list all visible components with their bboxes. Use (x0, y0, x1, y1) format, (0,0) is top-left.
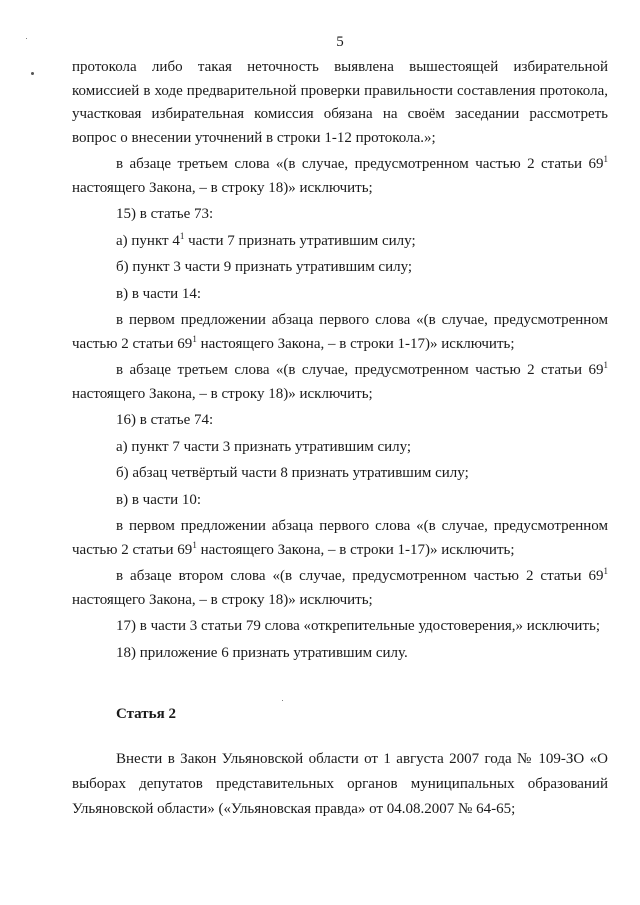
superscript: 1 (603, 566, 608, 576)
paragraph-part-10-first-sentence (72, 515, 608, 562)
text-part: в абзаце третьем слова «(в случае, предусмотренном частью 2 статьи 69 (116, 362, 604, 378)
text-part: настоящего Закона, – в строку 18)» исключить; (72, 179, 373, 196)
text-part: части 7 признать утратившим силу; (184, 232, 416, 249)
list-item-15b: б) пункт 3 части 9 признать утратившим силу; (116, 259, 413, 275)
text-part: настоящего Закона, – в строку 18)» исключить; (72, 591, 373, 608)
paragraph-part-14-third-paragraph (72, 359, 608, 406)
paragraph-part-14-first-sentence (72, 309, 608, 356)
text-part: в первом предложении абзаца первого слова «(в случае, предусмотренном частью 2 статьи 69 (72, 518, 608, 558)
superscript: 1 (192, 333, 197, 344)
list-item-18: 18) приложение 6 признать утратившим силу. (116, 644, 408, 661)
document-body (72, 56, 608, 822)
list-item-17: 17) в части 3 статьи 79 слова «открепительные удостоверения,» исключить; (116, 618, 601, 634)
text-part: в абзаце втором слова «(в случае, предусмотренном частью 2 статьи 69 (116, 568, 604, 584)
list-item-16: 16) в статье 74: (116, 412, 214, 428)
list-item-16c: в) в части 10: (116, 491, 202, 508)
article-heading: Статья 2 (116, 706, 176, 722)
list-item-16b: б) абзац четвёртый части 8 признать утратившим силу; (116, 465, 469, 481)
superscript: 1 (603, 360, 608, 370)
paragraph-article-2-body: Внести в Закон Ульяновской области от 1 августа 2007 года № 109-ЗО «О выборах депутатов представительных органов муниципальных образований Ульяновской области» («Ульяновская правда» от 04.08.2007 № 64-65; (72, 750, 608, 817)
paragraph-protocol-continuation: протокола либо такая неточность выявлена вышестоящей избирательной комиссией в ходе предварительной проверки правильности составления протокола, участковая избирательная комиссия обязана на своём заседании рассмотреть вопрос о внесении уточнений в строки 1-12 протокола.»; (72, 59, 608, 146)
text-part: настоящего Закона, – в строки 1-17)» исключить; (196, 541, 515, 558)
text-part: настоящего Закона, – в строку 18)» исключить; (72, 385, 373, 402)
superscript: 1 (179, 230, 185, 241)
superscript: 1 (192, 539, 197, 550)
superscript: 1 (603, 154, 608, 164)
list-item-15c: в) в части 14: (116, 285, 202, 302)
scan-speck (31, 72, 34, 75)
list-item-15a (72, 230, 608, 254)
text-part: настоящего Закона, – в строки 1-17)» исключить; (196, 335, 515, 352)
list-item-16a: а) пункт 7 части 3 признать утратившим силу; (116, 438, 412, 455)
paragraph-part-10-second-paragraph (72, 565, 608, 612)
text-part: в первом предложении абзаца первого слова «(в случае, предусмотренном частью 2 статьи 69 (72, 312, 608, 352)
text-part: в абзаце третьем слова «(в случае, предусмотренном частью 2 статьи 69 (116, 156, 604, 172)
paragraph-article-69-part-2 (72, 153, 608, 200)
list-item-15: 15) в статье 73: (116, 206, 214, 222)
page-number: 5 (336, 34, 344, 50)
text-part: а) пункт 4 (116, 232, 180, 249)
